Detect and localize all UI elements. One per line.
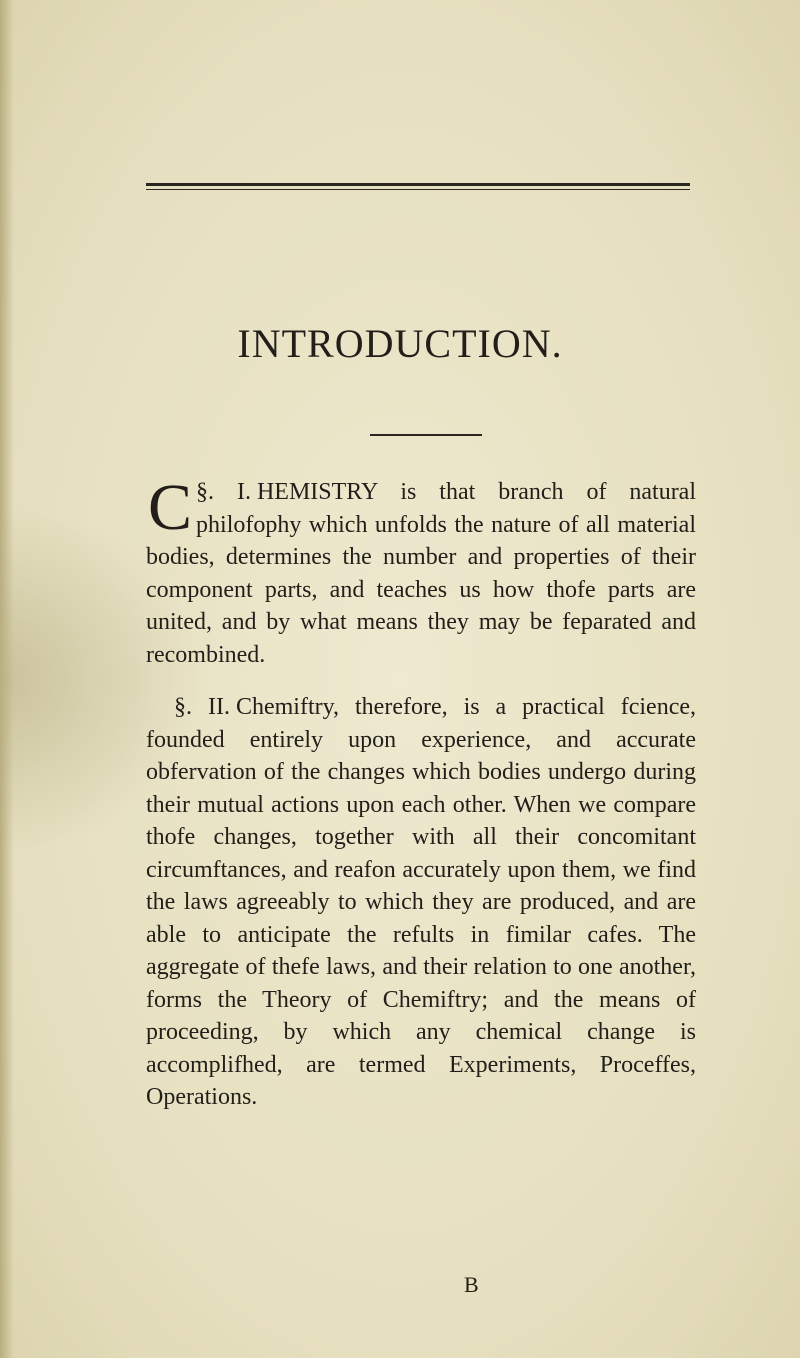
header-double-rule [146, 183, 690, 186]
section-mark: §. I. [196, 479, 251, 505]
paragraph-1 [146, 471, 697, 671]
section-mark: §. II. [174, 694, 230, 720]
paragraph-text: Chemiftry, therefore, is a practical fcience, founded entirely upon experience, and accurate obfervation of the changes which bodies undergo during their mutual actions upon each other. When we compare thofe changes, together with all their concomitant circumftances, and reafon accurately upon them, we find the laws agreeably to which they are produced, and are able to anticipate the refults in fimilar cafes. The aggregate of thefe laws, and their relation to one another, forms the Theory of Chemiftry; and the means of proceeding, by which any chemical change is accomplifhed, are termed Experiments, Proceffes, Operations. [146, 694, 696, 1110]
paragraph-2 [146, 691, 696, 1114]
title-divider [370, 434, 482, 436]
paragraph-text: HEMISTRY is that branch of natural philofophy which unfolds the nature of all material bodies, determines the number and properties of their component parts, and teaches us how thofe parts are united, and by what means they may be feparated and recombined. [146, 479, 697, 668]
page-binding-shadow [0, 0, 14, 1358]
drop-cap: C [148, 471, 193, 544]
body-text [146, 471, 697, 1114]
page-title: INTRODUCTION. [237, 321, 563, 366]
catchword: B [464, 1272, 479, 1297]
